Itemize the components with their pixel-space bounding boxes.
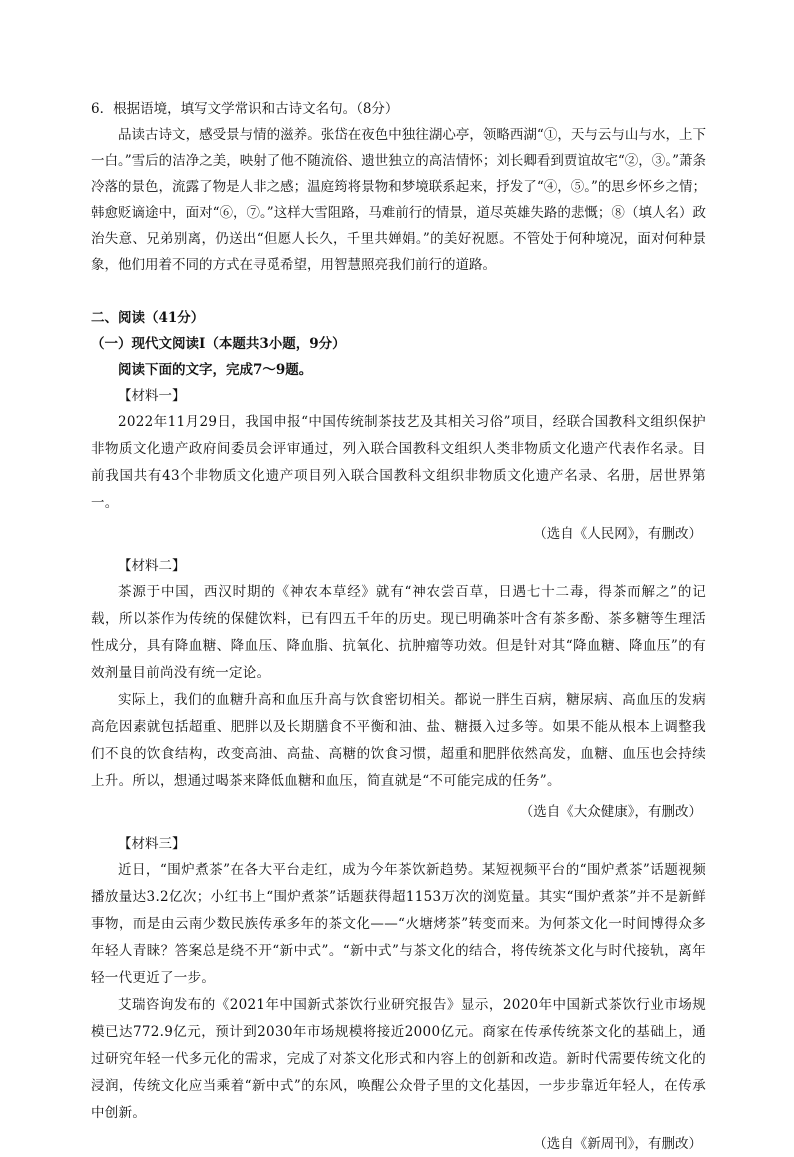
question-6-title: 6．根据语境，填写文学常识和古诗文名句。（8分） xyxy=(91,101,399,117)
material-paragraph: 近日，“围炉煮茶”在各大平台走红，成为今年茶饮新趋势。某短视频平台的“围炉煮茶”话题视频播放量达3.2亿次；小红书上“围炉煮茶”话题获得超1153万次的浏览量。其实“围炉煮茶”并不是新鲜事物，而是由云南少数民族传承多年的茶文化——“火塘烤茶”转变而来。为何茶文化一时间博得众多年轻人青睐？答案总是绕不开“新中式”。“新中式”与茶文化的结合，将传统茶文化与时代接轨，离年轻一代更近了一步。 xyxy=(91,862,706,986)
material-paragraph: 艾瑞咨询发布的《2021年中国新式茶饮行业研究报告》显示，2020年中国新式茶饮行业市场规模已达772.9亿元，预计到2030年市场规模将接近2000亿元。商家在传承传统茶文化的基础上，通过研究年轻一代多元化的需求，完成了对茶文化形式和内容上的创新和改造。新时代需要传统文化的浸润，传统文化应当乘着“新中式”的东风，唤醒公众骨子里的文化基因，一步步靠近年轻人，在传承中创新。 xyxy=(91,997,706,1121)
material-source: （选自《大众健康》，有删改） xyxy=(519,804,702,820)
section-2-title: 二、阅读（41分） xyxy=(91,310,205,326)
material-2 xyxy=(91,553,706,825)
material-1 xyxy=(91,383,706,547)
material-paragraph: 茶源于中国，西汉时期的《神农本草经》就有“神农尝百草，日遇七十二毒，得茶而解之”的记载，所以茶作为传统的保健饮料，已有四五千年的历史。现已明确茶叶含有茶多酚、茶多糖等生理活性成分，具有降血糖、降血压、降血脂、抗氧化、抗肿瘤等功效。但是针对其“降血糖、降血压”的有效剂量目前尚没有统一定论。 xyxy=(91,584,706,681)
material-paragraph: 实际上，我们的血糖升高和血压升高与饮食密切相关。都说一胖生百病，糖尿病、高血压的发病高危因素就包括超重、肥胖以及长期膳食不平衡和油、盐、糖摄入过多等。如果不能从根本上调整我们不良的饮食结构，改变高油、高盐、高糖的饮食习惯，超重和肥胖依然高发，血糖、血压也会持续上升。所以，想通过喝茶来降低血糖和血压，简直就是“不可能完成的任务”。 xyxy=(91,692,706,789)
material-source: （选自《人民网》，有删改） xyxy=(533,526,702,542)
reading-instruction: 阅读下面的文字，完成7～9题。 xyxy=(118,362,313,378)
material-source: （选自《新周刊》，有删改） xyxy=(533,1136,702,1152)
material-label: 【材料一】 xyxy=(118,388,186,404)
material-3 xyxy=(91,831,706,1157)
material-label: 【材料二】 xyxy=(118,558,186,574)
material-label: 【材料三】 xyxy=(118,836,186,852)
material-paragraph: 2022年11月29日，我国申报“中国传统制茶技艺及其相关习俗”项目，经联合国教科文组织保护非物质文化遗产政府间委员会评审通过，列入联合国教科文组织人类非物质文化遗产代表作名录。目前我国共有43个非物质文化遗产项目列入联合国教科文组织非物质文化遗产名录、名册，居世界第一。 xyxy=(91,414,706,511)
subsection-1-title: （一）现代文阅读Ⅰ（本题共3小题，9分） xyxy=(91,336,346,352)
question-6-paragraph: 品读古诗文，感受景与情的滋养。张岱在夜色中独往湖心亭，领略西湖“①，天与云与山与水，上下一白。”雪后的洁净之美，映射了他不随流俗、遗世独立的高洁情怀；刘长卿看到贾谊故宅“②，③。”萧条冷落的景色，流露了物是人非之感；温庭筠将景物和梦境联系起来，抒发了“④，⑤。”的思乡怀乡之情；韩愈贬谪途中，面对“⑥，⑦。”这样大雪阻路，马难前行的情景，道尽英雄失路的悲慨；⑧（填人名）政治失意、兄弟别离，仍送出“但愿人长久，千里共婵娟。”的美好祝愿。不管处于何种境况，面对何种景象，他们用着不同的方式在寻觅希望，用智慧照亮我们前行的道路。 xyxy=(91,127,706,273)
